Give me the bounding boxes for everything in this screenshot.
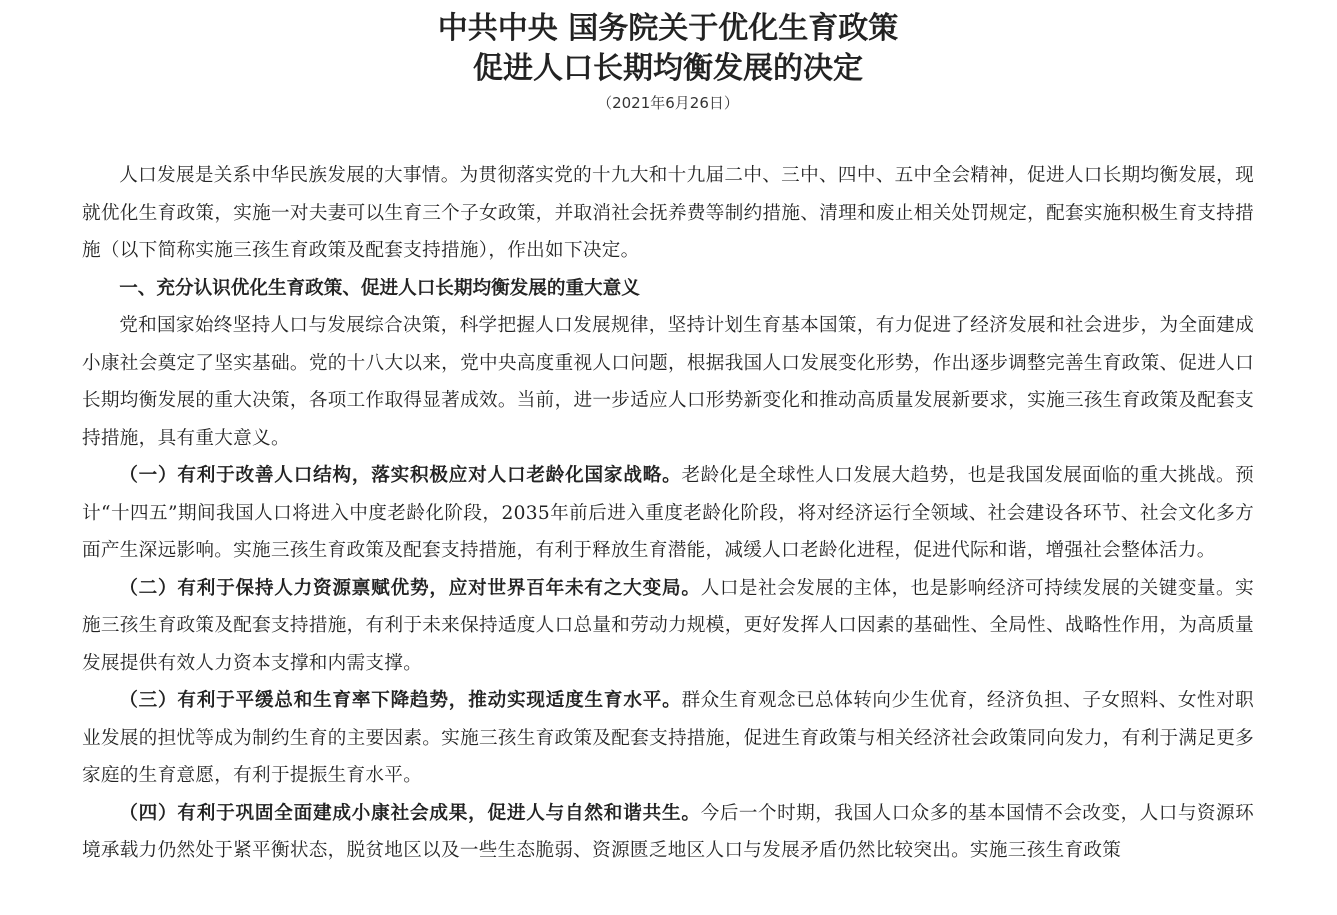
subsection-text: 老龄化是全球性人口发展大趋势，也是我国发展面临的重大挑战。预计“十四五”期间我国人口将进入中度老龄化阶段，2035年前后进入重度老龄化阶段，将对经济运行全领域、社会建设各环节、社会文化多方面产生深远影响。实施三孩生育政策及配套支持措施，有利于释放生育潜能，减缓人口老龄化进程，促进代际和谐，增强社会整体活力。 <box>82 465 1254 561</box>
subsection-lead: （二）有利于保持人力资源禀赋优势，应对世界百年未有之大变局。 <box>119 577 701 599</box>
subsection-paragraph-1 <box>82 457 1254 570</box>
subsection-lead: （一）有利于改善人口结构，落实积极应对人口老龄化国家战略。 <box>119 465 682 486</box>
intro-paragraph: 人口发展是关系中华民族发展的大事情。为贯彻落实党的十九大和十九届二中、三中、四中、五中全会精神，促进人口长期均衡发展，现就优化生育政策，实施一对夫妻可以生育三个子女政策，并取消社会抚养费等制约措施、清理和废止相关处罚规定，配套实施积极生育支持措施（以下简称实施三孩生育政策及配套支持措施），作出如下决定。 <box>82 165 1254 261</box>
document-title <box>82 9 1254 89</box>
subsection-text: 今后一个时期，我国人口众多的基本国情不会改变，人口与资源环境承载力仍然处于紧平衡状态，脱贫地区以及一些生态脆弱、资源匮乏地区人口与发展矛盾仍然比较突出。实施三孩生育政策 <box>82 802 1254 861</box>
document-date: （2021年6月26日） <box>597 94 739 112</box>
section-heading: 一、充分认识优化生育政策、促进人口长期均衡发展的重大意义 <box>119 277 640 299</box>
document-body <box>82 157 1254 870</box>
title-line-2: 促进人口长期均衡发展的决定 <box>473 51 863 86</box>
subsection-text: 人口是社会发展的主体，也是影响经济可持续发展的关键变量。实施三孩生育政策及配套支持措施，有利于未来保持适度人口总量和劳动力规模，更好发挥人口因素的基础性、全局性、战略性作用，为高质量发展提供有效人力资本支撑和内需支撑。 <box>82 577 1254 674</box>
section-paragraph: 党和国家始终坚持人口与发展综合决策，科学把握人口发展规律，坚持计划生育基本国策，有力促进了经济发展和社会进步，为全面建成小康社会奠定了坚实基础。党的十八大以来，党中央高度重视人口问题，根据我国人口发展变化形势，作出逐步调整完善生育政策、促进人口长期均衡发展的重大决策，各项工作取得显著成效。当前，进一步适应人口形势新变化和推动高质量发展新要求，实施三孩生育政策及配套支持措施，具有重大意义。 <box>82 315 1254 449</box>
document <box>82 0 1254 870</box>
subsection-paragraph-3 <box>82 682 1254 795</box>
subsection-paragraph-2 <box>82 570 1254 683</box>
subsection-text: 群众生育观念已总体转向少生优育，经济负担、子女照料、女性对职业发展的担忧等成为制约生育的主要因素。实施三孩生育政策及配套支持措施，促进生育政策与相关经济社会政策同向发力，有利于满足更多家庭的生育意愿，有利于提振生育水平。 <box>82 690 1254 786</box>
subsection-lead: （四）有利于巩固全面建成小康社会成果，促进人与自然和谐共生。 <box>119 802 701 824</box>
subsection-paragraph-4 <box>82 795 1254 870</box>
subsection-lead: （三）有利于平缓总和生育率下降趋势，推动实现适度生育水平。 <box>119 690 682 711</box>
title-line-1: 中共中央 国务院关于优化生育政策 <box>437 11 899 46</box>
